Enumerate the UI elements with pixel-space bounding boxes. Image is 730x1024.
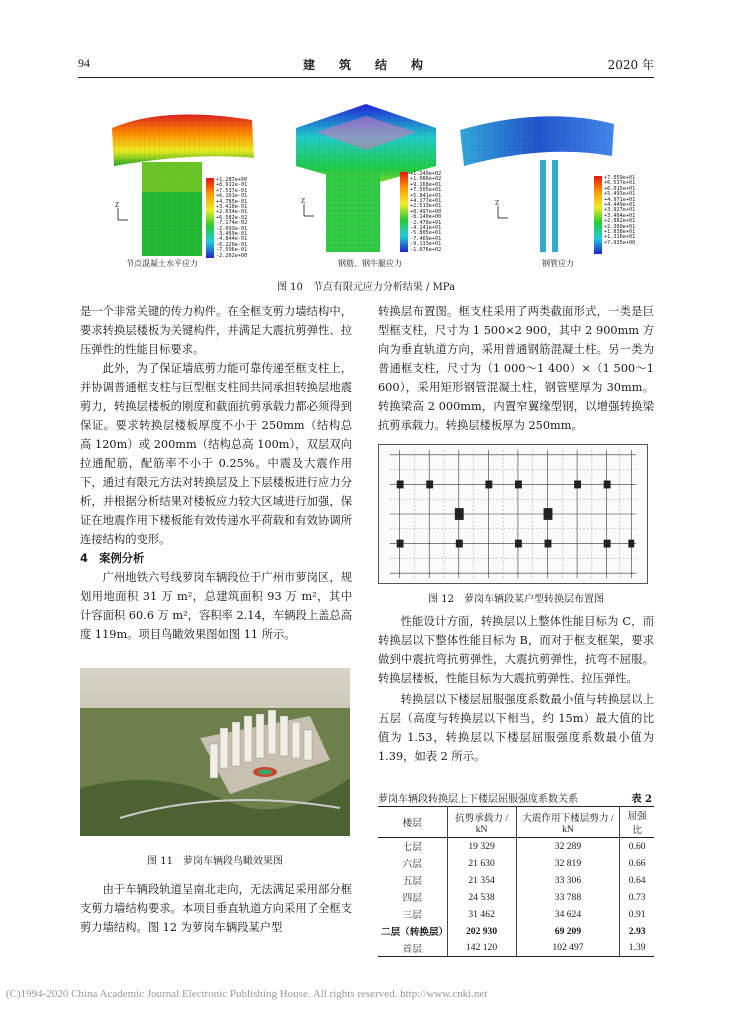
legend-a: +1.287e+00 +8.912e-01 +7.537e-01 +6.161e-01 +4.785e-01 +3.410e-01 +2.034e-01 +6.582e-02 -7.174e-02 -2.093e-01 -3.469e-01 -4.844e-01 -6.220e-01 -7.596e-01 -2.262e+00	[216, 177, 248, 259]
axes-icon	[301, 198, 314, 216]
svg-text:Z: Z	[115, 202, 120, 209]
paragraph: 转换层以下楼层屈服强度系数最小值与转换层以上五层（高度与转换层以下相当，约 15m）最大值的比值为 1.53，转换层以下楼层屈服强度系数最小值为 1.39，如表 2 所示。	[378, 693, 654, 763]
left-column-bottom	[80, 880, 352, 937]
col-header: 楼层	[402, 818, 422, 829]
legend-b: +1.249e+02 +1.086e+02 +9.168e+01 +7.505e+01 +5.841e+01 +4.177e+01 +2.513e+01 +8.497e+00 -8.140e+00 -2.478e+01 -4.141e+01 -5.805e+01 -7.469e+01 -9.133e+01 -1.076e+02	[410, 171, 442, 253]
panel-c-label: 钢管应力	[542, 259, 574, 268]
svg-text:Z: Z	[495, 200, 500, 207]
axes-icon	[495, 200, 508, 218]
section-heading: 4 案例分析	[80, 552, 145, 565]
fea-stress-plots	[104, 100, 644, 272]
figure-11-aerial-render	[80, 668, 350, 836]
table-2	[378, 806, 654, 957]
table-row: 首层 142 120 102 497 1.39	[378, 940, 654, 957]
svg-text:Z: Z	[301, 198, 306, 205]
figure-12-floor-plan	[378, 444, 648, 584]
table-label: 表 2	[631, 794, 652, 805]
paragraph: 转换层布置图。框支柱采用了两类截面形式，一类是巨型框支柱，尺寸为 1 500×2 900，其中 2 900mm 方向为垂直轨道方向，采用普通钢筋混凝土柱。另一类为普通框支柱，尺寸为（1 000～1 400）×（1 500～1 600），采用矩形钢管混凝土柱，钢管壁厚为 30mm。转换梁高 2 000mm，内置窄翼缘型钢，以增强转换梁抗剪承载力。转换层楼板厚为 250mm。	[378, 305, 654, 432]
copyright-footer: (C)1994-2020 China Academic Journal Electronic Publishing House. All rights reserved. http://www.cnki.net	[6, 988, 488, 1000]
panel-a-label: 节点混凝土水平应力	[126, 259, 198, 268]
panel-c	[460, 116, 614, 254]
table-row-transfer-floor: 二层（转换层） 202 930 69 209 2.93	[378, 923, 654, 940]
table-row: 七层 19 329 32 289 0.60	[378, 838, 654, 855]
paragraph: 此外，为了保证墙底剪力能可靠传递至框支柱上，并协调普通框支柱与巨型框支柱间共同承担转换层地震剪力，转换层楼板的刚度和截面抗剪承载力都必须得到保证。要求转换层楼板厚度不小于 250mm（结构总高 120m）或 200mm（结构总高 100m），双层双向拉通配筋，配筋率不小于 0.25%。中震及大震作用下，通过有限元方法对转换层及上下层楼板进行应力分析，并根据分析结果对楼板应力较大区域进行加强，保证在地震作用下楼板能有效传递水平荷载和有效协调所连接结构的变形。	[80, 362, 352, 546]
table-row: 五层 21 354 33 306 0.64	[378, 872, 654, 889]
col-header: 大震作用下楼层剪力 / kN	[516, 807, 620, 838]
table-header-row	[378, 807, 654, 838]
figure-11-caption: 图 11 萝岗车辆段鸟瞰效果图	[147, 856, 283, 867]
right-column-bottom	[378, 612, 654, 766]
paragraph: 由于车辆段轨道呈南北走向，无法满足采用部分框支剪力墙结构要求。本项目垂直轨道方向采用了全框支剪力墙结构。图 12 为萝岗车辆段某户型	[80, 883, 352, 934]
table-title: 萝岗车辆段转换层上下楼层屈服强度系数关系	[378, 794, 578, 805]
journal-title: 建 筑 结 构	[302, 58, 429, 72]
right-column-top	[378, 302, 654, 435]
paragraph: 是一个非常关键的传力构件。在全框支剪力墙结构中，要求转换层楼板为关键构件，并满足大震抗剪弹性、拉压弹性的性能目标要求。	[80, 305, 352, 356]
figure-10-caption: 图 10 节点有限元应力分析结果 / MPa	[276, 282, 456, 293]
legend-c: +7.059e+01 +6.537e+01 +6.015e+01 +5.493e+01 +4.971e+01 +4.449e+01 +3.927e+01 +3.404e+01 +2.882e+01 +2.360e+01 +1.838e+01 +1.316e+01 +7.935e+00	[604, 175, 636, 246]
figure-10	[104, 100, 644, 272]
figure-12-caption: 图 12 萝岗车辆段某户型转换层布置图	[428, 594, 604, 605]
left-column-top	[80, 302, 352, 644]
table-row: 三层 31 462 34 624 0.91	[378, 906, 654, 923]
paragraph: 广州地铁六号线萝岗车辆段位于广州市萝岗区，规划用地面积 31 万 m²，总建筑面积 93 万 m²，其中计容面积 60.6 万 m²，容积率 2.14，车辆段上盖总高度 119m。项目鸟瞰效果图如图 11 所示。	[80, 571, 352, 641]
year: 2020 年	[607, 58, 654, 72]
axes-icon	[115, 202, 128, 220]
col-header: 抗剪承载力 / kN	[447, 807, 516, 838]
paragraph: 性能设计方面，转换层以上整体性能目标为 C，而转换层以下整体性能目标为 B，而对于框支框架，要求做到中震抗弯抗剪弹性，大震抗剪弹性，抗弯不屈服。转换层楼板，性能目标为大震抗剪弹性、拉压弹性。	[378, 615, 654, 685]
col-header: 屈强比	[620, 807, 654, 838]
page-number: 94	[78, 56, 90, 70]
header-rule	[78, 77, 654, 78]
table-row: 六层 21 630 32 819 0.66	[378, 855, 654, 872]
table-row: 四层 24 538 33 788 0.73	[378, 889, 654, 906]
table-2-caption	[378, 790, 654, 805]
panel-b-label: 钢筋、钢牛腿应力	[338, 259, 402, 268]
